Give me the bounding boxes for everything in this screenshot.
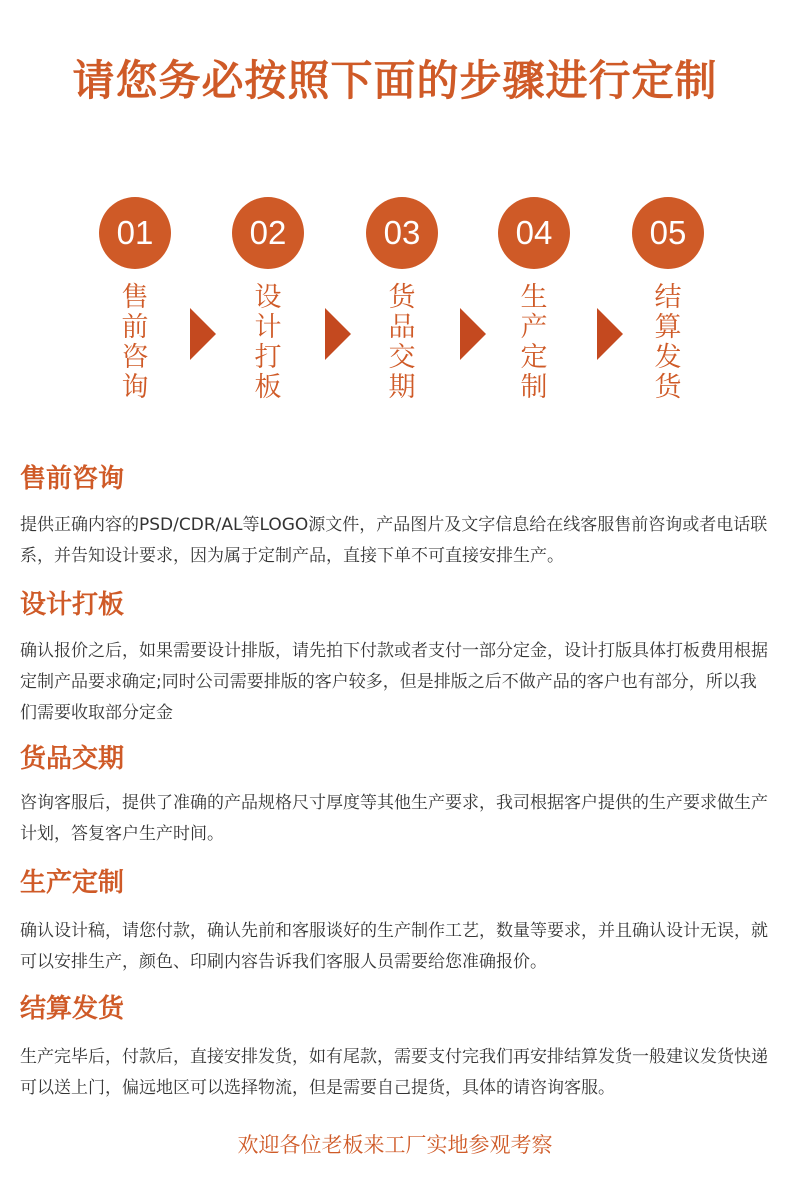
step-3 bbox=[366, 197, 438, 403]
section-body-production: 确认设计稿，请您付款，确认先前和客服谈好的生产制作工艺，数量等要求，并且确认设计无误，就可以安排生产，颜色、印刷内容告诉我们客服人员需要给您准确报价。 bbox=[20, 921, 768, 972]
section-heading-settlement: 结算发货 bbox=[20, 994, 125, 1024]
step-5 bbox=[632, 197, 704, 403]
step-4-label: 生产定制 bbox=[520, 282, 548, 403]
section-body-settlement: 生产完毕后，付款后，直接安排发货，如有尾款，需要支付完我们再安排结算发货一般建议发货快递可以送上门，偏远地区可以选择物流，但是需要自己提货，具体的请咨询客服。 bbox=[20, 1047, 768, 1098]
step-2-number: 02 bbox=[232, 197, 304, 269]
step-5-label: 结算发货 bbox=[654, 282, 682, 403]
step-5-number: 05 bbox=[632, 197, 704, 269]
step-2-label: 设计打板 bbox=[254, 282, 282, 403]
section-body-consult: 提供正确内容的PSD/CDR/AL等LOGO源文件，产品图片及文字信息给在线客服售前咨询或者电话联系，并告知设计要求，因为属于定制产品，直接下单不可直接安排生产。 bbox=[20, 515, 768, 566]
step-1-number: 01 bbox=[99, 197, 171, 269]
step-1 bbox=[99, 197, 171, 403]
section-body-design: 确认报价之后，如果需要设计排版，请先拍下付款或者支付一部分定金，设计打版具体打板费用根据定制产品要求确定;同时公司需要排版的客户较多，但是排版之后不做产品的客户也有部分，所以我们需要收取部分定金 bbox=[20, 641, 768, 723]
section-body-delivery: 咨询客服后，提供了准确的产品规格尺寸厚度等其他生产要求，我司根据客户提供的生产要求做生产计划，答复客户生产时间。 bbox=[20, 793, 768, 844]
step-3-label: 货品交期 bbox=[388, 282, 416, 403]
section-heading-production: 生产定制 bbox=[20, 868, 125, 898]
step-arrow-icon bbox=[460, 308, 486, 360]
footer-invitation: 欢迎各位老板来工厂实地参观考察 bbox=[237, 1133, 553, 1157]
step-arrow-icon bbox=[190, 308, 216, 360]
step-3-number: 03 bbox=[366, 197, 438, 269]
step-arrow-icon bbox=[597, 308, 623, 360]
page-title: 请您务必按照下面的步骤进行定制 bbox=[72, 56, 718, 105]
step-arrow-icon bbox=[325, 308, 351, 360]
step-4 bbox=[498, 197, 570, 403]
section-heading-consult: 售前咨询 bbox=[20, 464, 125, 494]
section-heading-delivery: 货品交期 bbox=[20, 744, 125, 774]
step-1-label: 售前咨询 bbox=[121, 282, 149, 403]
step-4-number: 04 bbox=[498, 197, 570, 269]
section-heading-design: 设计打板 bbox=[20, 590, 125, 620]
step-2 bbox=[232, 197, 304, 403]
